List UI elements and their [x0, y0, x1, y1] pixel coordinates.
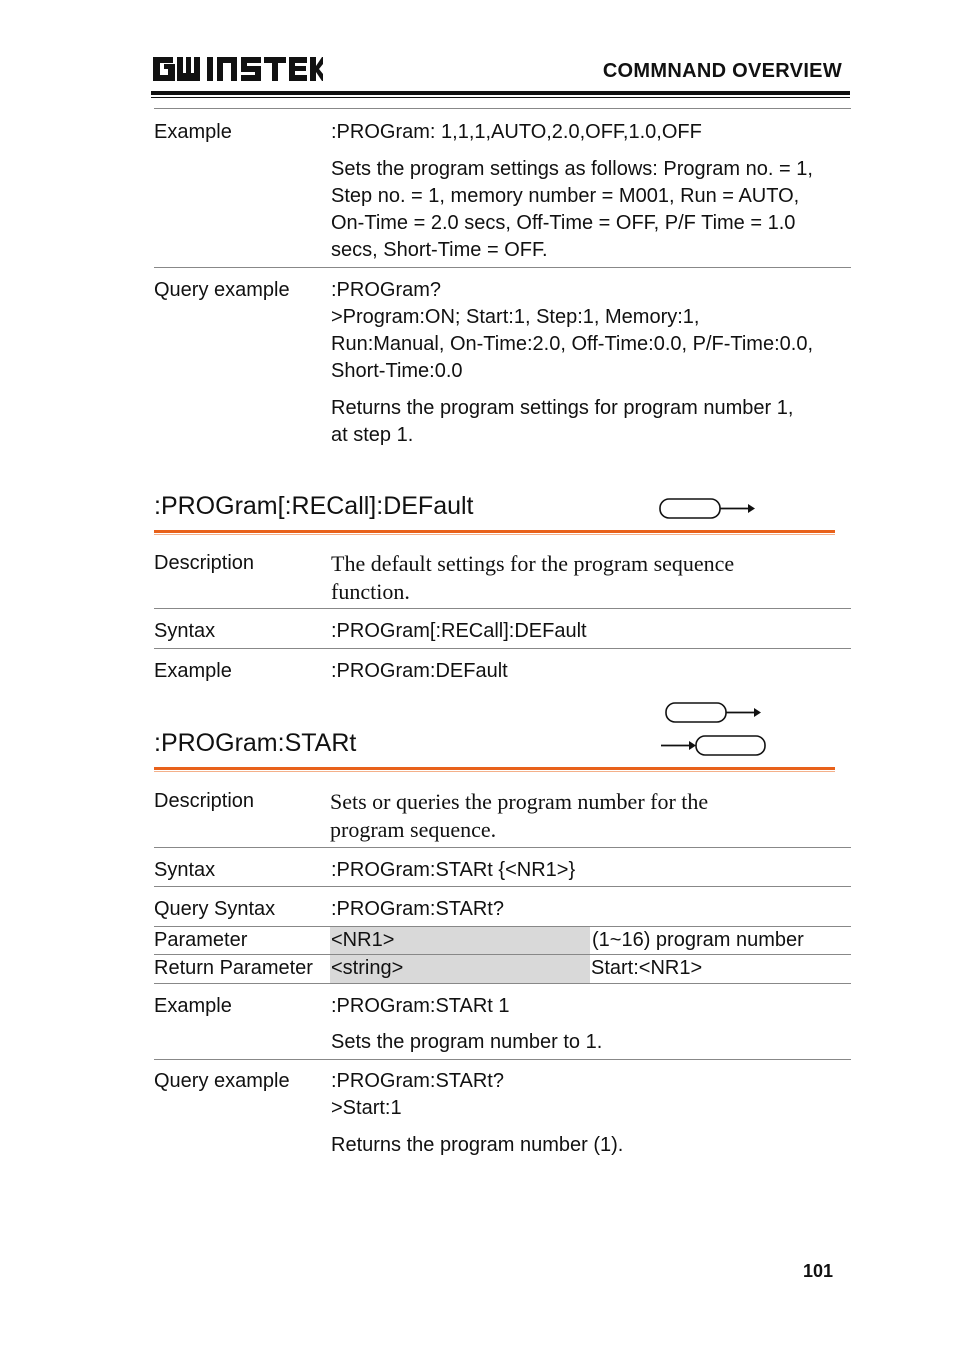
- parameter-description: (1~16) program number: [592, 929, 804, 951]
- example-description: Sets the program settings as follows: Program no. = 1, Step no. = 1, memory number = M001, Run = AUTO, On-Time = 2.0 secs, Off-Time = OFF, P/F Time = 1.0 secs, Short-Time = OFF.: [331, 158, 813, 261]
- example-label: Example: [154, 660, 232, 682]
- section-rule: [154, 767, 835, 770]
- example-description: Sets the program number to 1.: [331, 1031, 603, 1053]
- header-section-title: COMMNAND OVERVIEW: [602, 60, 842, 82]
- return-parameter-label: Return Parameter: [154, 957, 313, 979]
- syntax-label: Syntax: [154, 620, 216, 642]
- example-value: :PROGram:DEFault: [331, 660, 508, 682]
- example-command: :PROGram: 1,1,1,AUTO,2.0,OFF,1.0,OFF: [331, 121, 702, 143]
- query-example-lines: :PROGram? >Program:ON; Start:1, Step:1, Memory:1, Run:Manual, On-Time:2.0, Off-Time:0.0, P/F-Time:0.0, Short-Time:0.0: [331, 279, 814, 382]
- page-number: 101: [803, 1261, 834, 1281]
- return-parameter-type: <string>: [331, 957, 404, 979]
- section-rule-light: [154, 771, 835, 772]
- query-example-label: Query example: [154, 1070, 290, 1092]
- divider: [154, 1059, 851, 1060]
- divider: [154, 267, 851, 268]
- section-title-default: :PROGram[:RECall]:DEFault: [154, 492, 474, 520]
- divider: [154, 983, 851, 984]
- gw-instek-logo: [153, 53, 323, 85]
- divider: [154, 108, 851, 109]
- section-rule: [154, 530, 835, 533]
- divider: [154, 608, 851, 609]
- syntax-label: Syntax: [154, 859, 216, 881]
- parameter-label: Parameter: [154, 929, 248, 951]
- set-command-icon: [664, 700, 764, 726]
- parameter-type: <NR1>: [331, 929, 395, 951]
- divider: [154, 886, 851, 887]
- query-example-lines: :PROGram:STARt? >Start:1: [331, 1070, 504, 1119]
- description-text: The default settings for the program sequence function.: [331, 551, 735, 604]
- query-example-description: Returns the program settings for program number 1, at step 1.: [331, 397, 794, 446]
- divider: [154, 847, 851, 848]
- example-label: Example: [154, 121, 232, 143]
- query-example-description: Returns the program number (1).: [331, 1134, 624, 1156]
- query-syntax-label: Query Syntax: [154, 898, 276, 920]
- header-rule-thin: [151, 97, 850, 98]
- query-syntax-value: :PROGram:STARt?: [331, 898, 504, 920]
- example-label: Example: [154, 995, 232, 1017]
- syntax-value: :PROGram:STARt {<NR1>}: [331, 859, 576, 881]
- header-rule-thick: [151, 91, 850, 95]
- description-label: Description: [154, 790, 255, 812]
- set-command-icon: [658, 496, 758, 522]
- query-example-label: Query example: [154, 279, 290, 301]
- example-command: :PROGram:STARt 1: [331, 995, 510, 1017]
- return-parameter-description: Start:<NR1>: [591, 957, 703, 979]
- syntax-value: :PROGram[:RECall]:DEFault: [331, 620, 587, 642]
- query-command-icon: [658, 733, 768, 759]
- section-title-start: :PROGram:STARt: [154, 729, 357, 757]
- description-text: Sets or queries the program number for the program sequence.: [330, 789, 709, 842]
- divider: [154, 648, 851, 649]
- description-label: Description: [154, 552, 255, 574]
- section-rule-light: [154, 534, 835, 535]
